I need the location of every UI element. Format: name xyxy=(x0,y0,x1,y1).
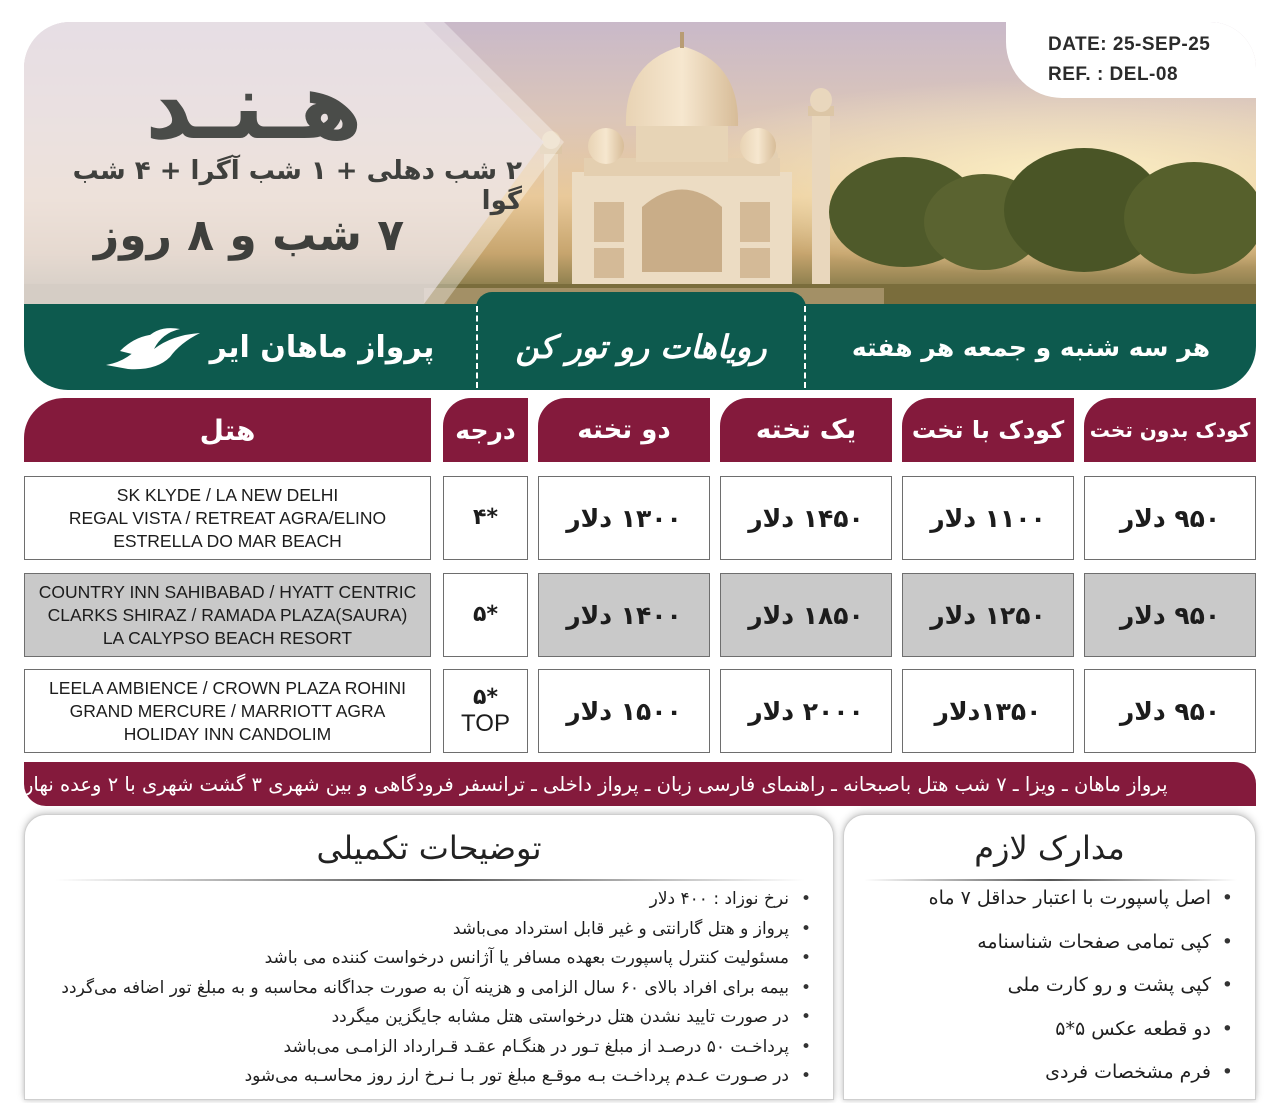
table-cell-single xyxy=(720,573,892,657)
hotel-line: ESTRELLA DO MAR BEACH xyxy=(113,530,342,551)
table-cell-child-nobed xyxy=(1084,476,1256,560)
slogan: رویاهات رو تور کن xyxy=(515,328,767,366)
list-item: • نرخ نوزاد : ۴۰۰ دلار xyxy=(61,885,811,915)
table-cell-grade xyxy=(443,476,528,560)
departure-schedule: هر سه شنبه و جمعه هر هفته xyxy=(851,332,1211,362)
header-child-with-bed: کودک با تخت xyxy=(902,398,1074,462)
list-item: • پرواز و هتل گارانتی و غیر قابل استرداد می‌باشد xyxy=(61,915,811,945)
price-single: ۱۸۵۰ دلار xyxy=(748,600,864,630)
notes-panel xyxy=(24,814,834,1100)
list-item: • بیمه برای افراد بالای ۶۰ سال الزامی و هزینه آن به صورت جداگانه محاسبه و به مبلغ تور اضافه می‌گردد xyxy=(61,974,811,1004)
header-single: یک تخته xyxy=(720,398,892,462)
hero-banner xyxy=(24,22,1256,304)
hotel-line: COUNTRY INN SAHIBABAD / HYATT CENTRIC xyxy=(38,581,417,602)
hotel-line: GRAND MERCURE / MARRIOTT AGRA xyxy=(69,700,386,721)
includes-text: پرواز ماهان ـ ویزا ـ ۷ شب هتل باصبحانه ـ راهنمای فارسی زبان ـ پرواز داخلی ـ ترانسفر فرودگاهی و بین شهری ۳ گشت شهری با ۲ وعده نهار xyxy=(24,772,1168,796)
table-cell-hotels xyxy=(24,573,431,657)
tour-duration: ۷ شب و ۸ روز xyxy=(93,210,405,261)
header-child-no-bed: کودک بدون تخت xyxy=(1084,398,1256,462)
list-item: • کپی تمامی صفحات شناسنامه xyxy=(929,921,1233,965)
price-child-no-bed: ۹۵۰ دلار xyxy=(1119,600,1221,630)
price-double: ۱۴۰۰ دلار xyxy=(566,600,682,630)
destination-title: هـنـد xyxy=(145,53,363,160)
table-cell-double xyxy=(538,669,710,753)
list-item: • مسئولیت کنترل پاسپورت بعهده مسافر یا آژانس درخواست کننده می باشد xyxy=(61,944,811,974)
price-child-with-bed: ۱۳۵۰دلار xyxy=(934,696,1042,726)
hotel-line: REGAL VISTA / RETREAT AGRA/ELINO xyxy=(68,507,387,528)
table-cell-hotels xyxy=(24,669,431,753)
list-item: • در صورت تایید نشدن هتل درخواستی هتل مشابه جایگزین میگردد xyxy=(61,1003,811,1033)
header-double: دو تخته xyxy=(538,398,710,462)
price-single: ۱۴۵۰ دلار xyxy=(748,503,864,533)
tour-includes xyxy=(24,762,1256,806)
itinerary-subtitle: ۲ شب دهلی + ۱ شب آگرا + ۴ شب گوا xyxy=(72,156,522,216)
airline-info xyxy=(64,304,464,390)
notes-list xyxy=(61,885,811,1092)
header-hotel: هتل xyxy=(24,398,431,462)
table-cell-hotels xyxy=(24,476,431,560)
table-cell-child-bed xyxy=(902,669,1074,753)
table-cell-double xyxy=(538,573,710,657)
documents-title: مدارک لازم xyxy=(974,829,1125,867)
notes-title: توضیحات تکمیلی xyxy=(316,829,542,867)
documents-panel xyxy=(843,814,1256,1100)
price-child-with-bed: ۱۱۰۰ دلار xyxy=(930,503,1046,533)
grade-value: ۵* xyxy=(473,685,498,710)
hotel-line: LEELA AMBIENCE / CROWN PLAZA ROHINI xyxy=(49,677,406,698)
table-cell-child-bed xyxy=(902,573,1074,657)
list-item: • در صـورت عـدم پرداخـت بـه موقـع مبلغ تور بـا نـرخ ارز روز محاسـبه می‌شود xyxy=(61,1062,811,1092)
hotel-line: CLARKS SHIRAZ / RAMADA PLAZA(SAURA) xyxy=(47,604,408,625)
price-child-no-bed: ۹۵۰ دلار xyxy=(1119,503,1221,533)
price-child-no-bed: ۹۵۰ دلار xyxy=(1119,696,1221,726)
band-divider xyxy=(476,306,478,388)
table-cell-grade xyxy=(443,573,528,657)
grade-extra: TOP xyxy=(461,710,510,737)
price-double: ۱۳۰۰ دلار xyxy=(566,503,682,533)
grade-value: ۴* xyxy=(473,505,498,530)
airline-logo-icon xyxy=(100,321,210,373)
list-item: • دو قطعه عکس ۵*۵ xyxy=(929,1008,1233,1052)
table-cell-child-bed xyxy=(902,476,1074,560)
header-grade: درجه xyxy=(443,398,528,462)
table-cell-double xyxy=(538,476,710,560)
list-item: • اصل پاسپورت با اعتبار حداقل ۷ ماه xyxy=(929,877,1233,921)
list-item: • پرداخـت ۵۰ درصـد از مبلغ تـور در هنگـام عقـد قـرارداد الزامـی می‌باشد xyxy=(61,1033,811,1063)
notes-divider xyxy=(55,879,805,881)
table-cell-child-nobed xyxy=(1084,669,1256,753)
table-cell-single xyxy=(720,669,892,753)
tour-date: DATE: 25-SEP-25 xyxy=(1048,34,1211,55)
hotel-line: LA CALYPSO BEACH RESORT xyxy=(102,627,353,648)
grade-value: ۵* xyxy=(473,602,498,627)
table-cell-single xyxy=(720,476,892,560)
airline-label: پرواز ماهان ایر xyxy=(209,329,435,365)
price-double: ۱۵۰۰ دلار xyxy=(566,696,682,726)
table-cell-grade xyxy=(443,669,528,753)
list-item: • فرم مشخصات فردی xyxy=(929,1051,1233,1095)
price-child-with-bed: ۱۲۵۰ دلار xyxy=(930,600,1046,630)
date-badge xyxy=(1006,22,1256,98)
tour-reference: REF. : DEL-08 xyxy=(1048,64,1179,85)
hotel-line: SK KLYDE / LA NEW DELHI xyxy=(116,484,339,505)
list-item: • کپی پشت و رو کارت ملی xyxy=(929,964,1233,1008)
hotel-line: HOLIDAY INN CANDOLIM xyxy=(123,723,332,744)
documents-list xyxy=(929,877,1233,1095)
price-single: ۲۰۰۰ دلار xyxy=(748,696,864,726)
table-cell-child-nobed xyxy=(1084,573,1256,657)
info-band xyxy=(24,304,1256,390)
